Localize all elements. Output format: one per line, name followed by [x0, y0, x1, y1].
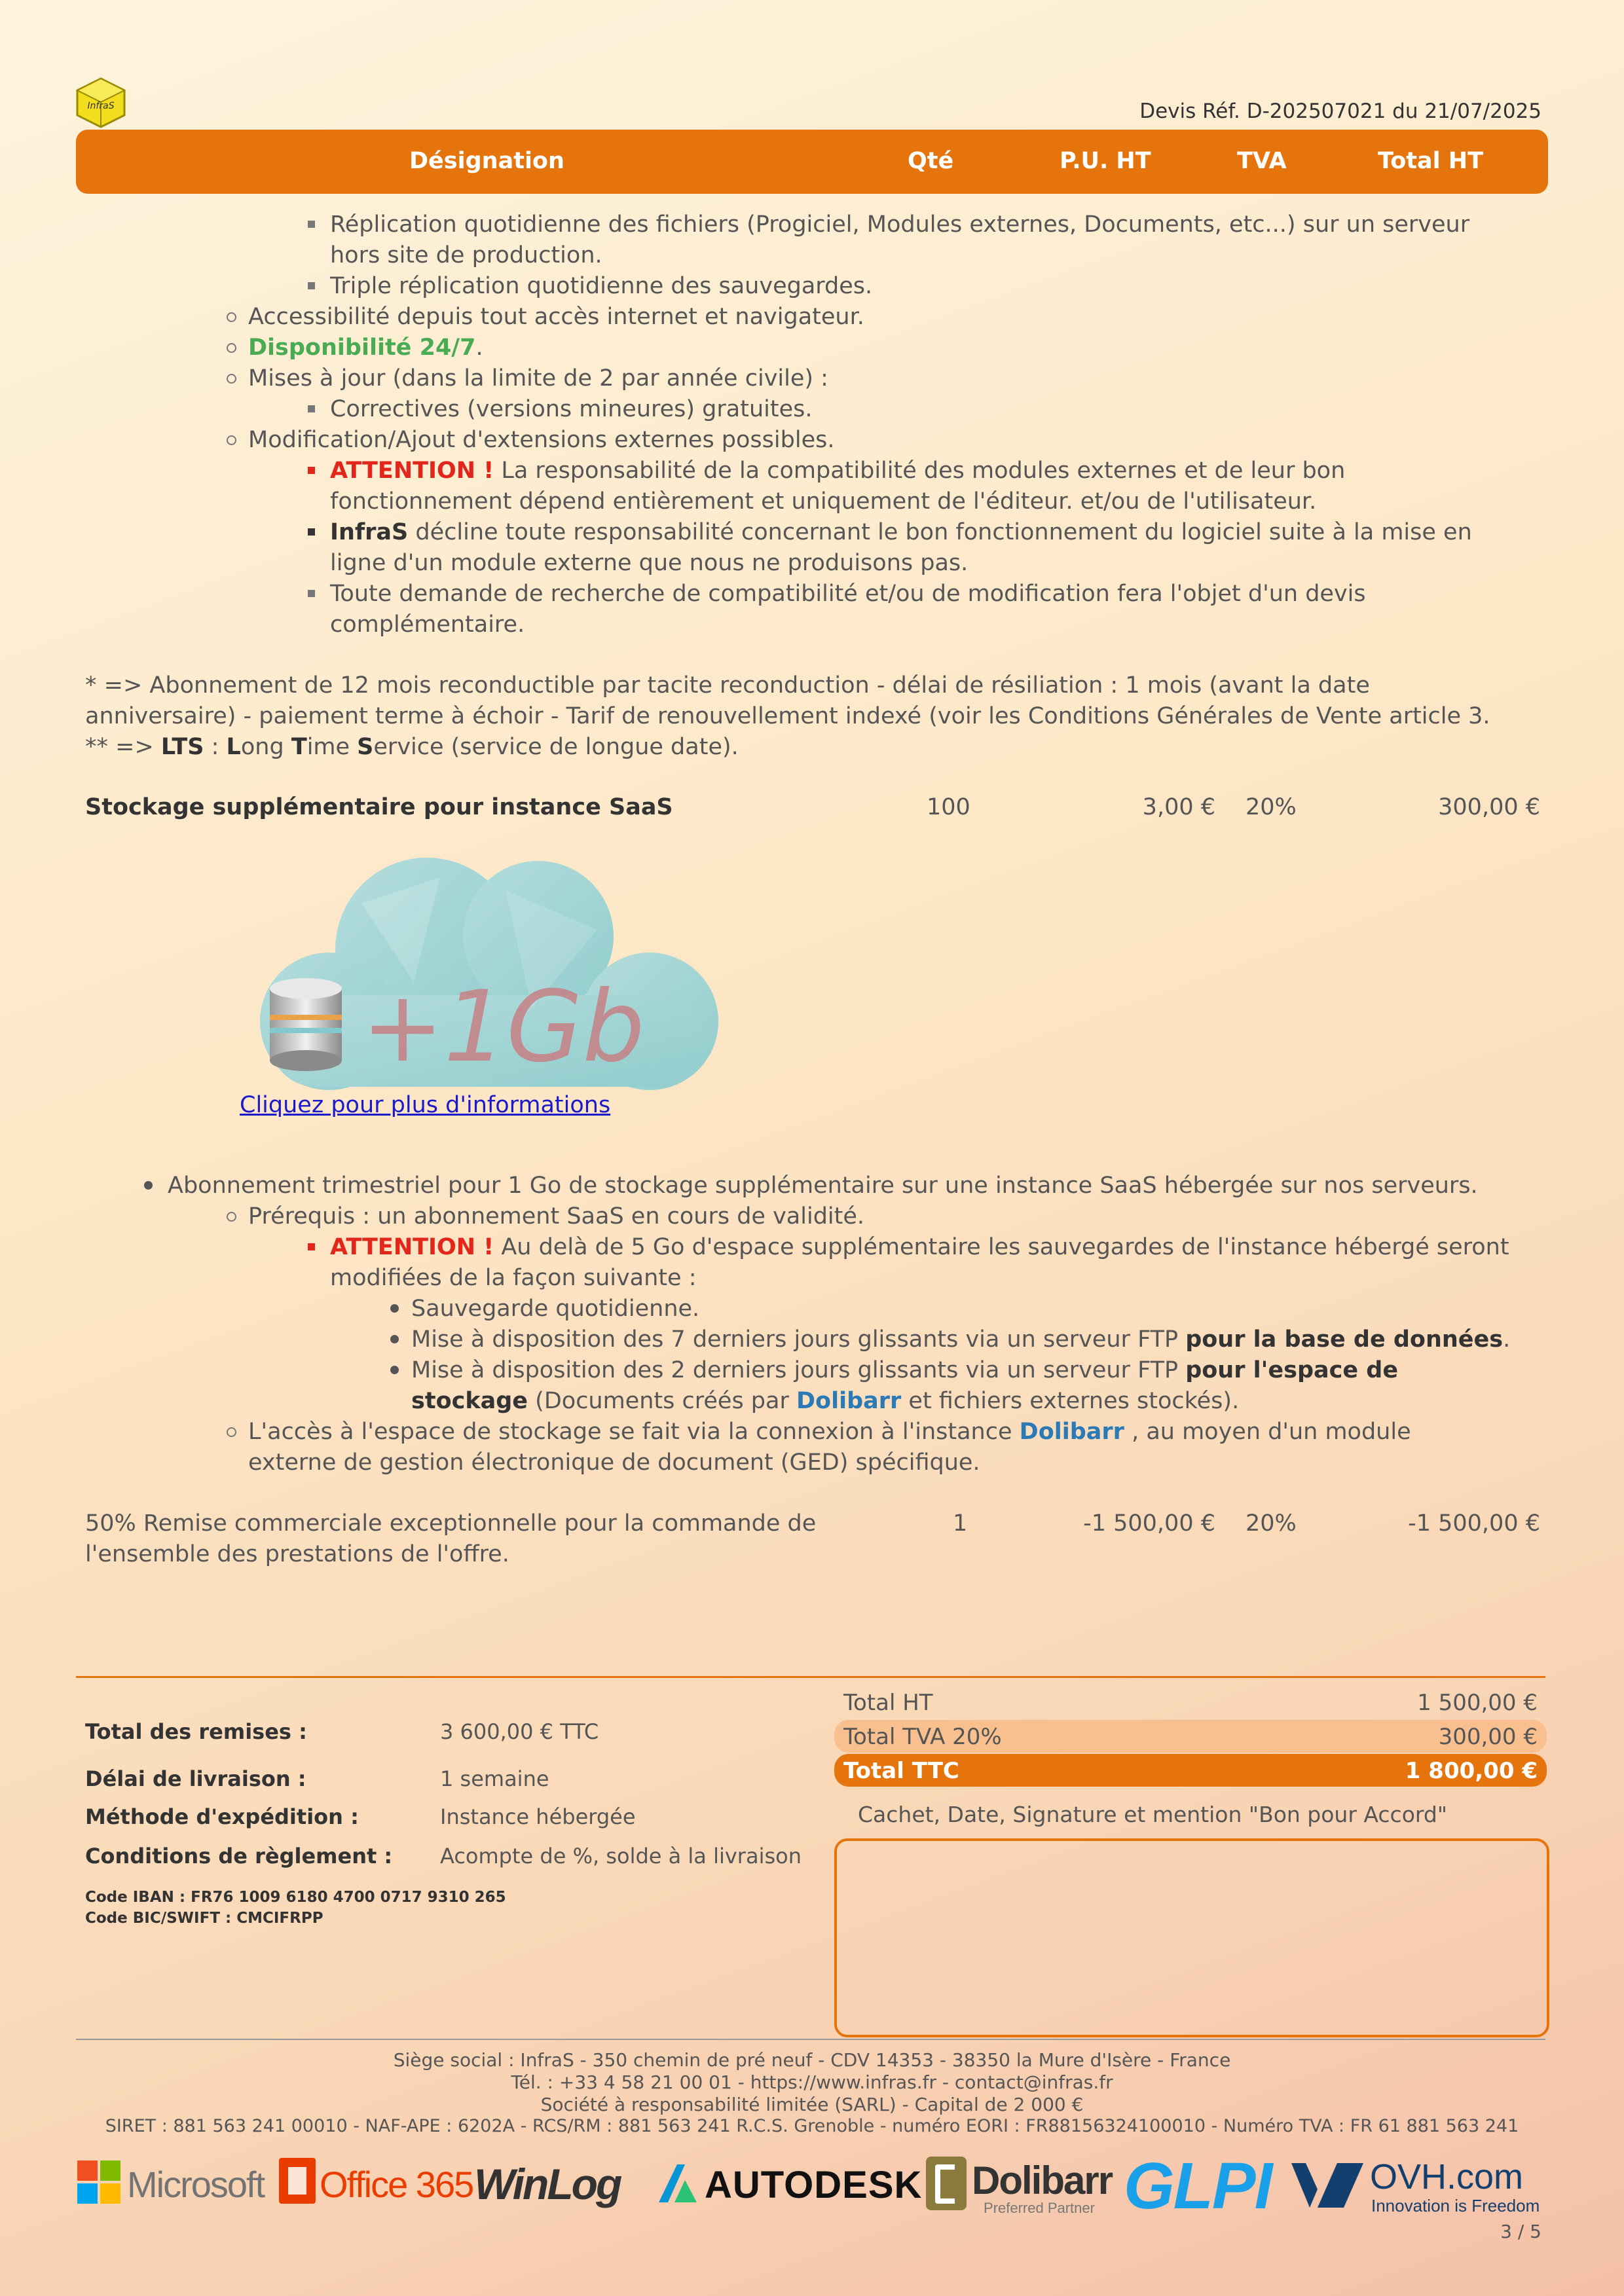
- note-line: * => Abonnement de 12 mois reconductible par tacite reconduction - délai de résiliation : 1 mois (avant la date: [85, 672, 1370, 699]
- signature-label: Cachet, Date, Signature et mention "Bon pour Accord": [858, 1802, 1447, 1827]
- bullet-square-icon: [308, 528, 315, 536]
- glpi-logo: GLPI: [1124, 2149, 1272, 2223]
- bullet-circle-icon: [227, 1427, 236, 1437]
- list-item: Réplication quotidienne des fichiers (Progiciel, Modules externes, Documents, etc...) sur un serveur: [330, 211, 1470, 238]
- storage-cloud-image[interactable]: [231, 851, 728, 1093]
- payment-label: Conditions de règlement :: [85, 1844, 393, 1868]
- footer-divider: [76, 2039, 1545, 2040]
- partner-logos: [76, 2149, 1545, 2223]
- bullet-dot-icon: [144, 1181, 153, 1190]
- bullet-circle-icon: [227, 374, 236, 384]
- list-item: Triple réplication quotidienne des sauvegardes.: [330, 273, 873, 299]
- signature-box[interactable]: [834, 1838, 1549, 2037]
- col-total: Total HT: [1378, 148, 1483, 174]
- warning-text: ATTENTION ! La responsabilité de la compatibilité des modules externes et de leur bon: [330, 458, 1346, 484]
- list-item: externe de gestion électronique de document (GED) spécifique.: [248, 1449, 980, 1476]
- warning-text: ATTENTION ! Au delà de 5 Go d'espace supplémentaire les sauvegardes de l'instance hébergé seront: [330, 1234, 1509, 1260]
- item-total: -1 500,00 €: [1408, 1510, 1540, 1537]
- bullet-circle-icon: [227, 435, 236, 445]
- disclaimer-text: InfraS décline toute responsabilité concernant le bon fonctionnement du logiciel suite à la mise en: [330, 519, 1472, 545]
- storage-image-label: +1Gb: [361, 970, 645, 1084]
- list-item: Disponibilité 24/7.: [248, 335, 483, 361]
- list-item: Mise à disposition des 7 derniers jours glissants via un serveur FTP pour la base de données.: [411, 1326, 1511, 1353]
- list-item: Abonnement trimestriel pour 1 Go de stockage supplémentaire sur une instance SaaS hébergée sur nos serveurs.: [168, 1173, 1478, 1199]
- bullet-dot-icon: [390, 1366, 399, 1374]
- item-unit-price: -1 500,00 €: [1083, 1510, 1215, 1537]
- list-item: Prérequis : un abonnement SaaS en cours de validité.: [248, 1203, 865, 1230]
- item-vat: 20%: [1246, 1510, 1297, 1537]
- ovh-logo-icon: [1291, 2163, 1376, 2208]
- divider: [76, 1676, 1545, 1678]
- list-item: complémentaire.: [330, 611, 525, 638]
- dolibarr-logo: Dolibarr: [972, 2159, 1113, 2202]
- note-line: ** => LTS : Long Time Service (service de longue date).: [85, 734, 739, 760]
- note-line: anniversaire) - paiement terme à échoir - Tarif de renouvellement indexé (voir les Conditions Générales de Vente article 3.: [85, 703, 1490, 729]
- col-vat: TVA: [1237, 148, 1287, 174]
- list-item: Sauvegarde quotidienne.: [411, 1296, 700, 1322]
- warning-text: fonctionnement dépend entièrement et uniquement de l'éditeur. et/ou de l'utilisateur.: [330, 488, 1317, 515]
- quote-reference: Devis Réf. D-202507021 du 21/07/2025: [1139, 100, 1541, 123]
- item-total: 300,00 €: [1438, 794, 1540, 820]
- col-unit-price: P.U. HT: [1060, 148, 1151, 174]
- disclaimer-text: ligne d'un module externe que nous ne produisons pas.: [330, 550, 969, 576]
- microsoft-logo-icon: [77, 2160, 120, 2204]
- ovh-slogan: Innovation is Freedom: [1371, 2196, 1540, 2215]
- bullet-dot-icon: [390, 1335, 399, 1343]
- list-item: Mise à disposition des 2 derniers jours glissants via un serveur FTP pour l'espace de: [411, 1357, 1399, 1383]
- bullet-circle-icon: [227, 1212, 236, 1222]
- discounts-value: 3 600,00 € TTC: [440, 1719, 599, 1744]
- microsoft-logo: Microsoft: [127, 2164, 265, 2205]
- item-unit-price: 3,00 €: [1142, 794, 1215, 820]
- delivery-value: 1 semaine: [440, 1766, 549, 1791]
- warning-text: modifiées de la façon suivante :: [330, 1265, 697, 1291]
- dolibarr-logo-icon: [926, 2157, 967, 2210]
- col-qty: Qté: [908, 148, 954, 174]
- list-item: Toute demande de recherche de compatibilité et/ou de modification fera l'objet d'un devis: [330, 581, 1366, 607]
- office-logo: Office 365: [320, 2164, 473, 2205]
- bullet-square-icon: [308, 405, 315, 412]
- bullet-square-icon: [308, 221, 315, 228]
- discount-title: l'ensemble des prestations de l'offre.: [85, 1541, 509, 1567]
- bullet-square-icon: [308, 590, 315, 597]
- bic: Code BIC/SWIFT : CMCIFRPP: [85, 1910, 323, 1927]
- list-item: hors site de production.: [330, 242, 602, 268]
- total-ttc-row: Total TTC 1 800,00 €: [834, 1754, 1547, 1787]
- item-vat: 20%: [1246, 794, 1297, 820]
- svg-text:InfraS: InfraS: [87, 101, 115, 111]
- winlog-logo: WinLog: [474, 2160, 621, 2208]
- shipping-label: Méthode d'expédition :: [85, 1804, 359, 1829]
- footer-company: Société à responsabilité limitée (SARL) - Capital de 2 000 €: [540, 2094, 1084, 2115]
- footer-contact: Tél. : +33 4 58 21 00 01 - https://www.infras.fr - contact@infras.fr: [511, 2071, 1113, 2093]
- footer-legal: SIRET : 881 563 241 00010 - NAF-APE : 6202A - RCS/RM : 881 563 241 R.C.S. Grenoble - numéro EORI : FR88156324100010 - Numéro TVA : FR 61 881 563 241: [105, 2116, 1519, 2136]
- office-logo-icon: [279, 2158, 316, 2204]
- list-item: Correctives (versions mineures) gratuites.: [330, 396, 813, 422]
- item-qty: 1: [953, 1510, 968, 1537]
- list-item: stockage (Documents créés par Dolibarr et fichiers externes stockés).: [411, 1388, 1240, 1414]
- list-item: L'accès à l'espace de stockage se fait via la connexion à l'instance Dolibarr , au moyen d'un module: [248, 1419, 1411, 1445]
- delivery-label: Délai de livraison :: [85, 1766, 306, 1791]
- ovh-logo: OVH.com: [1370, 2157, 1524, 2196]
- table-header: [76, 130, 1548, 194]
- item-qty: 100: [927, 794, 970, 820]
- total-tva-row: Total TVA 20% 300,00 €: [834, 1720, 1547, 1753]
- total-ht-row: Total HT 1 500,00 €: [843, 1690, 1538, 1716]
- bullet-dot-icon: [390, 1304, 399, 1313]
- col-designation: Désignation: [409, 148, 564, 174]
- list-item: Modification/Ajout d'extensions externes possibles.: [248, 427, 835, 453]
- page-number: 3 / 5: [1500, 2221, 1541, 2242]
- bullet-square-red-icon: [308, 1243, 315, 1250]
- bullet-square-icon: [308, 282, 315, 289]
- availability-highlight: Disponibilité 24/7: [248, 335, 476, 361]
- list-item: Mises à jour (dans la limite de 2 par année civile) :: [248, 365, 828, 392]
- discount-title: 50% Remise commerciale exceptionnelle pour la commande de: [85, 1510, 817, 1537]
- payment-value: Acompte de %, solde à la livraison: [440, 1844, 802, 1868]
- autodesk-logo-icon: [656, 2162, 699, 2205]
- database-icon: [270, 978, 342, 1071]
- item-title: Stockage supplémentaire pour instance SaaS: [85, 794, 673, 820]
- bullet-square-red-icon: [308, 467, 315, 474]
- infras-logo: [75, 77, 127, 128]
- footer-address: Siège social : InfraS - 350 chemin de pré neuf - CDV 14353 - 38350 la Mure d'Isère - France: [393, 2049, 1231, 2071]
- discounts-label: Total des remises :: [85, 1719, 307, 1744]
- list-item: Accessibilité depuis tout accès internet et navigateur.: [248, 304, 864, 330]
- iban: Code IBAN : FR76 1009 6180 4700 0717 9310 265: [85, 1889, 506, 1906]
- more-info-link[interactable]: Cliquez pour plus d'informations: [240, 1092, 611, 1118]
- autodesk-logo: AUTODESK: [705, 2164, 923, 2206]
- bullet-circle-icon: [227, 312, 236, 322]
- shipping-value: Instance hébergée: [440, 1804, 636, 1829]
- bullet-circle-icon: [227, 343, 236, 353]
- dolibarr-partner-label: Preferred Partner: [984, 2200, 1095, 2216]
